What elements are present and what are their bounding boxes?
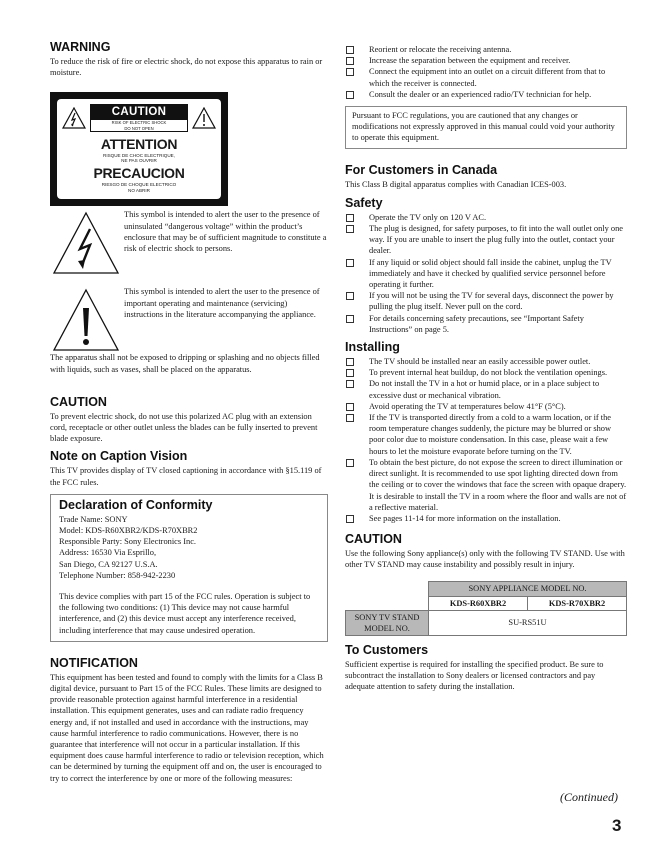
warning-section xyxy=(50,40,328,78)
attention-title: ATTENTION xyxy=(100,136,178,153)
caption-vision-heading: Note on Caption Vision xyxy=(50,449,188,464)
declaration-heading: Declaration of Conformity xyxy=(59,497,213,512)
lightning-triangle-icon xyxy=(62,107,86,129)
canada-section xyxy=(345,163,627,190)
canada-heading: For Customers in Canada xyxy=(345,162,498,177)
symbol-exclamation-row xyxy=(50,286,328,356)
list-item: Reorient or relocate the receiving antenna. xyxy=(345,44,627,55)
warning-text: To reduce the risk of fire or electric shock, do not expose this apparatus to rain or moisture. xyxy=(50,57,323,78)
declaration-trade-name: Trade Name: SONY xyxy=(59,514,128,524)
stand-caution-heading: CAUTION xyxy=(345,532,402,547)
caution-box xyxy=(90,104,188,132)
precaucion-sub-2: NO ABRIR xyxy=(128,187,150,193)
exclamation-triangle-icon xyxy=(50,286,122,356)
list-item: The plug is designed, for safety purposes, to fit into the wall outlet only one way. If you are unable to insert the plug fully into the outlet, contact your dealer. xyxy=(345,223,627,257)
declaration-address-2: San Diego, CA 92127 U.S.A. xyxy=(59,559,158,569)
model-r60: KDS-R60XBR2 xyxy=(429,596,528,610)
warning-heading: WARNING xyxy=(50,40,111,54)
list-item: If any liquid or solid object should fall inside the cabinet, unplug the TV immediately and have it checked by qualified service personnel before operating it further. xyxy=(345,257,627,291)
caption-vision-section xyxy=(50,449,328,487)
precaucion-title: PRECAUCION xyxy=(93,165,185,182)
stand-caution-section xyxy=(345,532,627,570)
fcc-notice-text: Pursuant to FCC regulations, you are cautioned that any changes or modifications not expressly approved in this manual could void your authority to operate this equipment. xyxy=(352,111,615,143)
list-item: See pages 11-14 for more information on the installation. xyxy=(345,513,627,524)
symbol-lightning-row xyxy=(50,209,328,279)
to-customers-section xyxy=(345,643,627,693)
attention-sub-1: RISQUE DE CHOC ELECTRIQUE, xyxy=(103,153,175,159)
stand-model-value: SU-RS51U xyxy=(429,610,627,635)
caution-title: CAUTION xyxy=(91,105,187,120)
installing-section xyxy=(345,340,627,524)
canada-text: This Class B digital apparatus complies with Canadian ICES-003. xyxy=(345,179,567,189)
declaration-party: Responsible Party: Sony Electronics Inc. xyxy=(59,537,197,547)
list-item: To obtain the best picture, do not expose the screen to direct illumination or direct sunlight. It is recommended to use spot lighting directed down from the ceiling or to cover the windows that face the screen with opaque drapery. It is desirable to install the TV in a room where the floor and walls are not of a reflective material. xyxy=(345,457,627,513)
lightning-triangle-icon xyxy=(50,209,122,279)
stand-compatibility-table xyxy=(345,581,627,636)
list-item: Avoid operating the TV at temperatures below 41°F (5°C). xyxy=(345,401,627,412)
continued-label: (Continued) xyxy=(560,790,618,804)
caution-sub-1: RISK OF ELECTRIC SHOCK xyxy=(111,120,167,126)
list-item: Consult the dealer or an experienced radio/TV technician for help. xyxy=(345,89,627,100)
safety-section xyxy=(345,196,627,335)
declaration-address-1: Address: 16530 Via Esprillo, xyxy=(59,548,157,558)
list-item: Operate the TV only on 120 V AC. xyxy=(345,212,627,223)
caption-vision-text: This TV provides display of TV closed captioning in accordance with §15.119 of the FCC rules. xyxy=(50,466,322,487)
precaucion-sub-1: RIESGO DE CHOQUE ELECTRICO xyxy=(101,182,177,188)
fcc-notice-box xyxy=(345,106,627,149)
caution-text: To prevent electric shock, do not use this polarized AC plug with an extension cord, receptacle or other outlet unless the blades can be fully inserted to prevent blade exposure. xyxy=(50,411,318,444)
list-item: If you will not be using the TV for several days, disconnect the power by pulling the plug itself. Never pull on the cord. xyxy=(345,290,627,312)
to-customers-text: Sufficient expertise is required for installing the specified product. Be sure to subcontract the installation to Sony dealers or licensed contractors and pay adequate attention to safety during the installation. xyxy=(345,659,604,691)
list-item: Increase the separation between the equipment and receiver. xyxy=(345,55,627,66)
attention-sub-2: NE PAS OUVRIR xyxy=(121,158,157,164)
appliance-model-header: SONY APPLIANCE MODEL NO. xyxy=(429,581,627,596)
list-item: Connect the equipment into an outlet on a circuit different from that to which the receiver is connected. xyxy=(345,66,627,88)
caution-section xyxy=(50,395,328,445)
to-customers-heading: To Customers xyxy=(345,642,429,657)
symbol-lightning-text: This symbol is intended to alert the user to the presence of uninsulated “dangerous voltage” within the product’s enclosure that may be of sufficient magnitude to constitute a risk of electric shock to persons. xyxy=(124,210,327,254)
caution-label-image xyxy=(50,92,228,206)
declaration-telephone: Telephone Number: 858-942-2230 xyxy=(59,570,176,580)
declaration-model: Model: KDS-R60XBR2/KDS-R70XBR2 xyxy=(59,526,198,536)
list-item: For details concerning safety precautions, see “Important Safety Instructions” on page 5. xyxy=(345,313,627,335)
stand-model-label: SONY TV STAND MODEL NO. xyxy=(346,610,429,635)
symbol-exclamation-text: This symbol is intended to alert the user to the presence of important operating and maintenance (servicing) instructions in the literature accompanying the appliance. xyxy=(124,287,320,319)
model-r70: KDS-R70XBR2 xyxy=(528,596,627,610)
list-item: To prevent internal heat buildup, do not block the ventilation openings. xyxy=(345,367,627,378)
installing-heading: Installing xyxy=(345,340,400,355)
measures-list xyxy=(345,44,627,100)
caution-heading: CAUTION xyxy=(50,394,107,409)
list-item: If the TV is transported directly from a cold to a warm location, or if the room temperature changes suddenly, the picture may be blurred or show poor color due to moisture condensation. In this case, please wait a few hours to let the moisture evaporate before turning on the TV. xyxy=(345,412,627,457)
right-column xyxy=(345,44,627,704)
list-item: The TV should be installed near an easily accessible power outlet. xyxy=(345,356,627,367)
caution-sub-2: DO NOT OPEN xyxy=(124,125,154,131)
stand-caution-text: Use the following Sony appliance(s) only with the following TV STAND. Use with other TV STAND may cause instability and possibly result in injury. xyxy=(345,549,625,570)
notification-heading: NOTIFICATION xyxy=(50,655,138,670)
page-number: 3 xyxy=(612,816,622,835)
exclamation-triangle-icon xyxy=(192,107,216,129)
left-column xyxy=(50,40,328,796)
list-item: Do not install the TV in a hot or humid place, or in a place subject to excessive dust or mechanical vibration. xyxy=(345,378,627,400)
declaration-box xyxy=(50,494,328,642)
declaration-compliance: This device complies with part 15 of the FCC rules. Operation is subject to the following two conditions: (1) This device may not cause harmful interference, and (2) this device must accept any interference received, including interference that may cause undesired operation. xyxy=(59,592,311,635)
notification-text: This equipment has been tested and found to comply with the limits for a Class B digital device, pursuant to Part 15 of the FCC Rules. These limits are designed to provide reasonable protection against harmful interference in a residential installation. This equipment generates, uses and can radiate radio frequency energy and, if not installed and used in accordance with the instructions, may cause harmful interference to radio communications. However, there is no guarantee that interference will not occur in a particular installation. If this equipment does cause harmful interference to radio or television reception, which can be determined by turning the equipment off and on, the user is encouraged to try to correct the interference by one or more of the following measures: xyxy=(50,672,324,783)
notification-section xyxy=(50,656,328,784)
safety-heading: Safety xyxy=(345,195,383,210)
apparatus-text: The apparatus shall not be exposed to dripping or splashing and no objects filled with liquids, such as vases, shall be placed on the apparatus. xyxy=(50,353,320,374)
